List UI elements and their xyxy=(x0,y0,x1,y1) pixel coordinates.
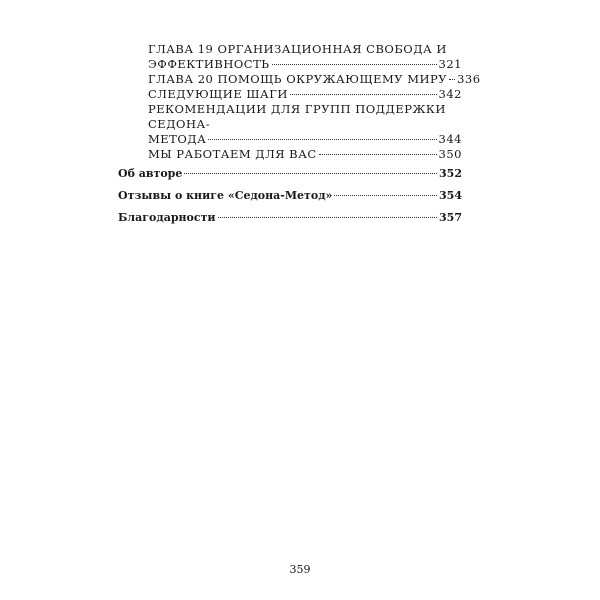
dot-leader xyxy=(290,94,437,95)
toc-entry-support-groups xyxy=(118,102,462,147)
toc-page-number: 344 xyxy=(438,132,462,146)
toc-entry-acknowledgements xyxy=(118,211,462,225)
table-of-contents xyxy=(118,42,481,233)
toc-page-number: 350 xyxy=(438,147,462,161)
toc-entry-reviews xyxy=(118,189,462,203)
toc-entry-label: Отзывы о книге «Седона-Метод» xyxy=(118,189,333,202)
toc-entry-label: СЛЕДУЮЩИЕ ШАГИ xyxy=(148,87,288,101)
toc-page-number: 354 xyxy=(439,189,462,202)
dot-leader xyxy=(319,154,437,155)
toc-entry-title-line: РЕКОМЕНДАЦИИ ДЛЯ ГРУПП ПОДДЕРЖКИ СЕДОНА- xyxy=(148,102,446,131)
dot-leader xyxy=(218,217,437,218)
toc-page-number: 336 xyxy=(457,72,481,86)
toc-entry-row xyxy=(148,87,462,102)
toc-page-number: 357 xyxy=(439,211,462,224)
toc-entry-label: МЕТОДА xyxy=(148,132,207,146)
toc-entry-row xyxy=(118,167,462,181)
toc-entry-row xyxy=(148,57,462,72)
toc-entry-label: МЫ РАБОТАЕМ ДЛЯ ВАС xyxy=(148,147,317,161)
dot-leader xyxy=(334,195,437,196)
toc-entry-label: ГЛАВА 20 ПОМОЩЬ ОКРУЖАЮЩЕМУ МИРУ xyxy=(148,72,448,86)
dot-leader xyxy=(449,79,455,80)
dot-leader xyxy=(208,139,436,140)
dot-leader xyxy=(184,173,437,174)
toc-entry-chapter-19 xyxy=(118,42,462,72)
toc-entry-next-steps xyxy=(118,87,462,102)
toc-entry-row xyxy=(118,189,462,203)
dot-leader xyxy=(272,64,437,65)
toc-entry-label: ЭФФЕКТИВНОСТЬ xyxy=(148,57,270,71)
toc-entry-row xyxy=(148,132,462,147)
toc-entry-label: Благодарности xyxy=(118,211,216,224)
toc-entry-row xyxy=(118,211,462,225)
toc-entry-we-work-for-you xyxy=(118,147,462,162)
toc-page-number: 321 xyxy=(438,57,462,71)
toc-entry-row xyxy=(148,72,481,87)
toc-entry-row xyxy=(148,147,462,162)
toc-entry-label: Об авторе xyxy=(118,167,183,180)
page-number-footer: 359 xyxy=(289,563,311,576)
toc-entry-title-line: ГЛАВА 19 ОРГАНИЗАЦИОННАЯ СВОБОДА И xyxy=(148,42,447,56)
toc-page-number: 342 xyxy=(438,87,462,101)
toc-entry-about-author xyxy=(118,167,462,181)
toc-entry-chapter-20 xyxy=(118,72,481,87)
toc-page-number: 352 xyxy=(439,167,462,180)
